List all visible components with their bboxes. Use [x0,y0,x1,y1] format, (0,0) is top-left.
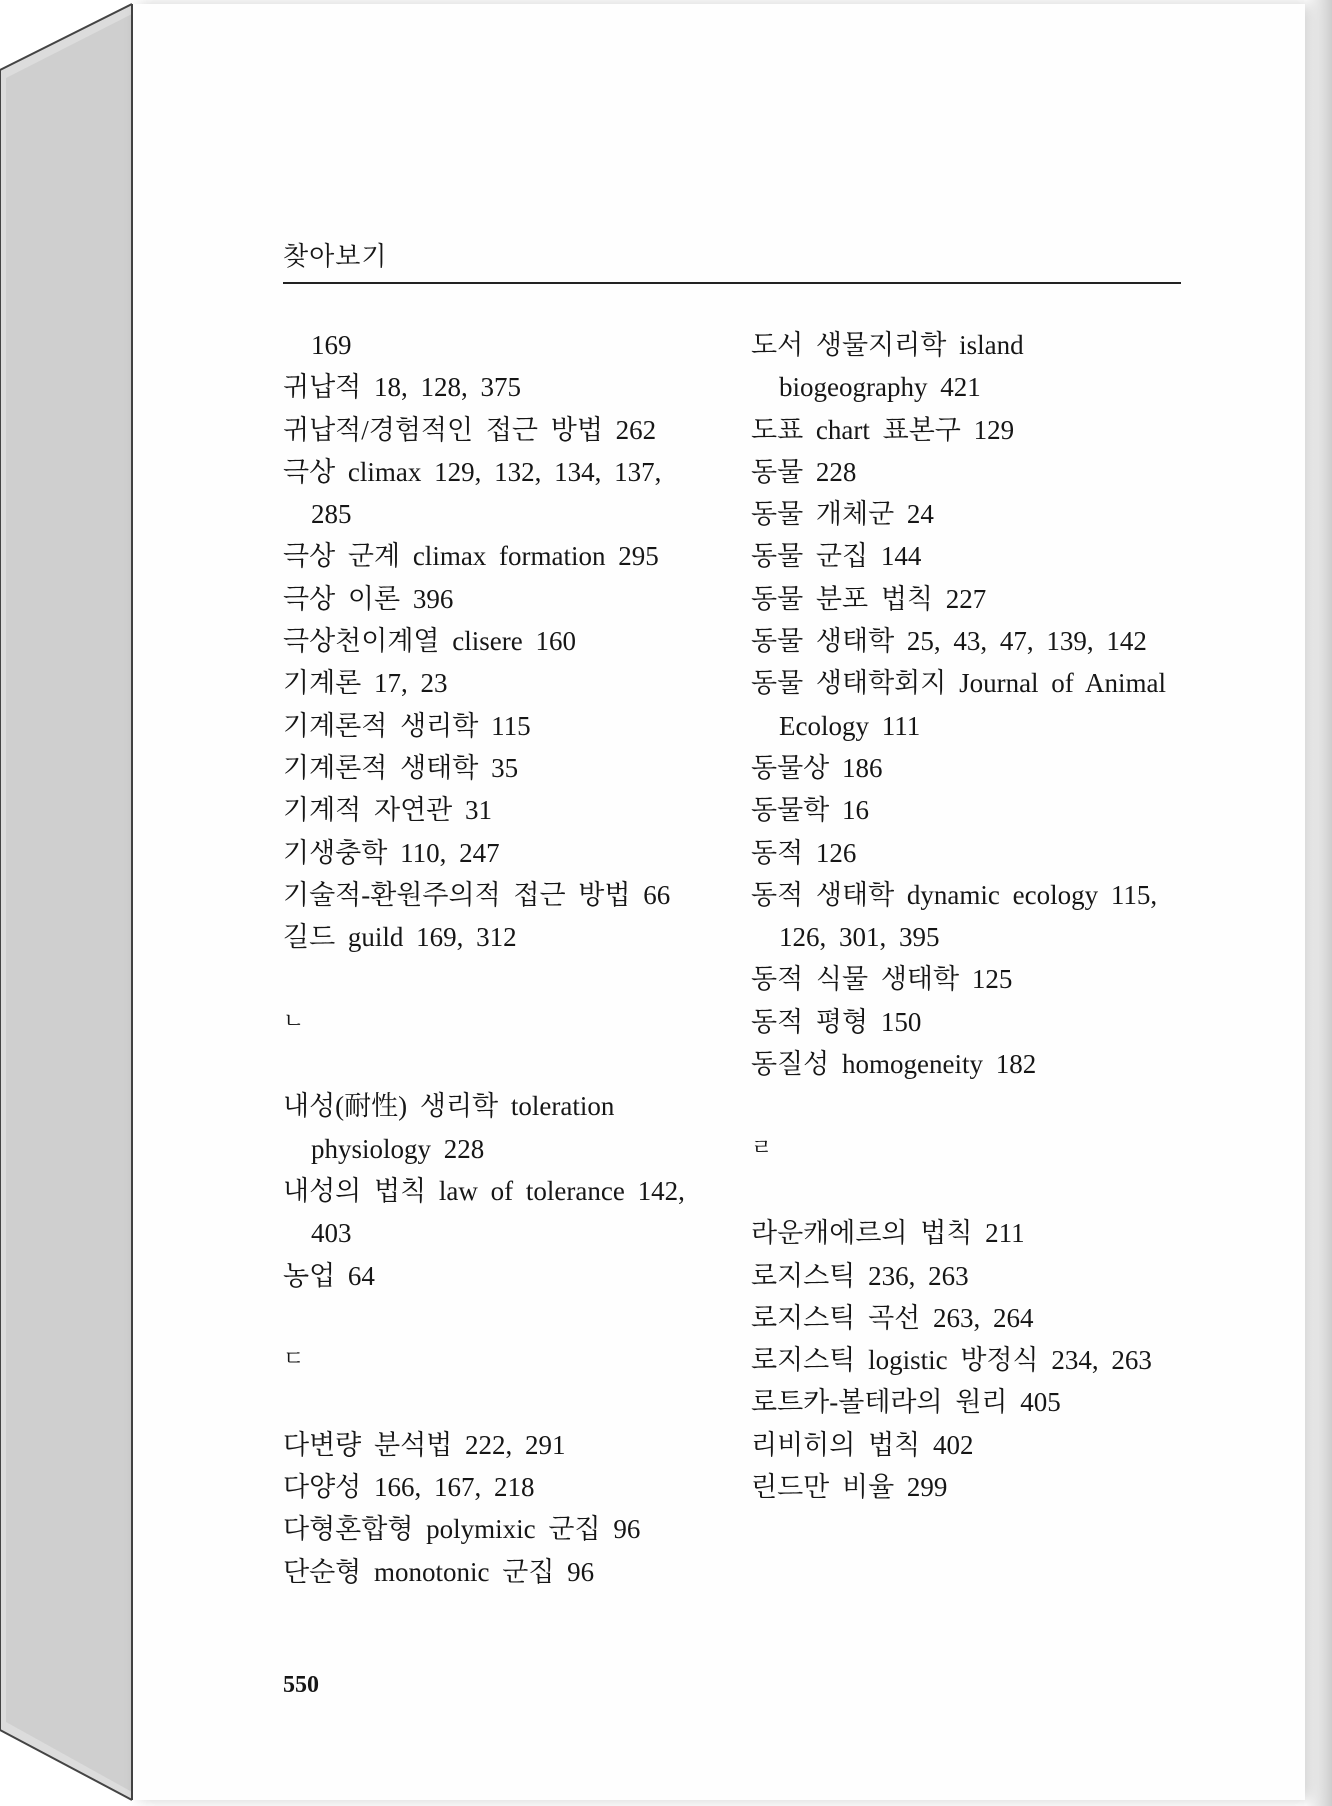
spacer [283,958,703,1000]
index-entry: 동적 평형 150 [751,1006,922,1037]
index-column-left [283,324,703,1593]
index-section-heading: ㄷ [283,1347,305,1373]
index-entry: 동물학 16 [751,795,869,826]
spacer [751,1085,1181,1127]
page-number: 550 [283,1672,319,1698]
index-entry: 동적 126 [751,837,857,868]
index-entry: 기생충학 110, 247 [283,837,500,868]
index-entry: 로트카-볼테라의 원리 405 [751,1387,1061,1418]
index-entry: 기술적-환원주의적 접근 방법 66 [283,879,671,910]
index-entry: 단순형 monotonic 군집 96 [283,1556,595,1587]
index-entry: 극상천이계열 clisere 160 [283,626,576,657]
index-entry: 귀납적/경험적인 접근 방법 262 [283,414,657,445]
index-entry: 다변량 분석법 222, 291 [283,1429,566,1460]
index-entry: 귀납적 18, 128, 375 [283,372,521,403]
index-entry: 로지스틱 logistic 방정식 234, 263 [751,1345,1152,1376]
index-entry: 동물 228 [751,456,857,487]
spacer [751,1170,1181,1212]
index-entry: 린드만 비율 299 [751,1472,948,1503]
spacer [283,1297,703,1339]
index-entry: 기계적 자연관 31 [283,795,492,826]
index-entry: 동물 군집 144 [751,541,922,572]
index-section-heading: ㄹ [751,1135,773,1161]
book-spine-edge [0,0,140,1806]
index-entry: 로지스틱 236, 263 [751,1260,969,1291]
index-entry: 다양성 166, 167, 218 [283,1472,535,1503]
index-entry: 도서 생물지리학 island biogeography 421 [751,330,1024,403]
index-entry: 라운캐에르의 법칙 211 [751,1218,1025,1249]
index-entry: 길드 guild 169, 312 [283,922,517,953]
index-entry: 동물 분포 법칙 227 [751,583,987,614]
index-entry: 도표 chart 표본구 129 [751,414,1015,445]
index-entry: 농업 64 [283,1260,375,1291]
running-head: 찾아보기 [283,242,388,272]
header-rule [283,282,1181,284]
index-entry: 극상 군계 climax formation 295 [283,541,659,572]
index-entry-continuation: 169 [311,330,352,360]
index-entry: 동적 생태학 dynamic ecology 115, 126, 301, 395 [751,879,1158,953]
spacer [283,1381,703,1423]
index-entry: 기계론적 생태학 35 [283,752,519,783]
index-entry: 내성의 법칙 law of tolerance 142, 403 [283,1175,685,1249]
index-entry: 동물 개체군 24 [751,499,934,530]
index-entry: 기계론 17, 23 [283,668,448,699]
index-entry: 동물 생태학 25, 43, 47, 139, 142 [751,626,1147,657]
page-right-edge-shadow [1306,0,1332,1806]
index-column-right [751,324,1181,1508]
index-entry: 동질성 homogeneity 182 [751,1049,1037,1080]
spacer [283,1043,703,1085]
index-entry: 동적 식물 생태학 125 [751,964,1013,995]
index-entry: 극상 이론 396 [283,583,454,614]
index-entry: 동물상 186 [751,752,883,783]
index-entry: 로지스틱 곡선 263, 264 [751,1302,1034,1333]
index-entry: 내성(耐性) 생리학 toleration physiology 228 [283,1091,615,1164]
index-entry: 동물 생태학회지 Journal of Animal Ecology 111 [751,668,1167,741]
index-entry: 극상 climax 129, 132, 134, 137, 285 [283,456,662,530]
index-entry: 리비히의 법칙 402 [751,1429,974,1460]
index-entry: 기계론적 생리학 115 [283,710,531,741]
index-entry: 다형혼합형 polymixic 군집 96 [283,1514,641,1545]
index-section-heading: ㄴ [283,1008,305,1034]
